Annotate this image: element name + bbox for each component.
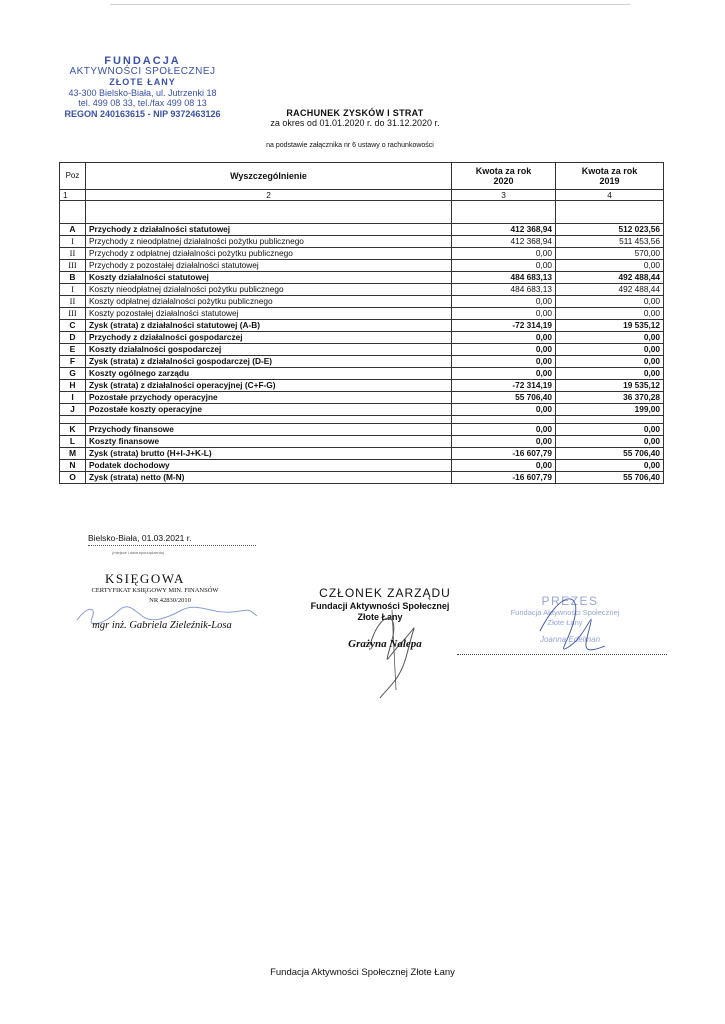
row-label: Koszty finansowe xyxy=(86,436,452,448)
row-value-2020: -72 314,19 xyxy=(452,380,556,392)
table-spacer-row-cell xyxy=(556,416,664,424)
row-value-2019: 0,00 xyxy=(556,356,664,368)
row-value-2020: 0,00 xyxy=(452,368,556,380)
row-value-2019: 0,00 xyxy=(556,332,664,344)
foundation-stamp xyxy=(55,56,230,119)
row-value-2020: 0,00 xyxy=(452,344,556,356)
table-row xyxy=(60,284,664,296)
table-spacer-row xyxy=(60,416,664,424)
document-title: RACHUNEK ZYSKÓW I STRAT xyxy=(286,108,424,118)
column-number-4: 4 xyxy=(556,190,664,201)
row-value-2019: 0,00 xyxy=(556,368,664,380)
stamp-line-2: AKTYWNOŚCI SPOŁECZNEJ xyxy=(69,65,216,77)
row-value-2020: 412 368,94 xyxy=(452,236,556,248)
row-code: L xyxy=(60,436,86,448)
stamp-line-4: 43-300 Bielsko-Biała, ul. Jutrzenki 18 xyxy=(68,87,217,98)
row-label: Zysk (strata) z działalności gospodarczej (D-E) xyxy=(86,356,452,368)
row-label: Przychody z odpłatnej działalności pożytku publicznego xyxy=(86,248,452,260)
table-row xyxy=(60,380,664,392)
row-code: D xyxy=(60,332,86,344)
table-row xyxy=(60,424,664,436)
row-value-2019: 55 706,40 xyxy=(556,448,664,460)
board-member-title: CZŁONEK ZARZĄDU xyxy=(319,586,451,600)
row-value-2020: 55 706,40 xyxy=(452,392,556,404)
table-row xyxy=(60,436,664,448)
row-value-2019: 36 370,28 xyxy=(556,392,664,404)
row-code: I xyxy=(60,284,86,296)
income-statement-table xyxy=(59,162,664,484)
row-label: Przychody z nieodpłatnej działalności pożytku publicznego xyxy=(86,236,452,248)
row-label: Koszty odpłatnej działalności pożytku publicznego xyxy=(86,296,452,308)
row-value-2020: 0,00 xyxy=(452,404,556,416)
row-label: Przychody z działalności gospodarczej xyxy=(86,332,452,344)
row-code: G xyxy=(60,368,86,380)
table-spacer-row-cell xyxy=(86,416,452,424)
table-row xyxy=(60,308,664,320)
table-row xyxy=(60,368,664,380)
header-year-2020-value: 2020 xyxy=(493,176,514,186)
table-row xyxy=(60,460,664,472)
row-label: Zysk (strata) brutto (H+I-J+K-L) xyxy=(86,448,452,460)
row-code: E xyxy=(60,344,86,356)
row-code: I xyxy=(60,236,86,248)
accountant-name: mgr inż. Gabriela Zieleźnik-Losa xyxy=(92,620,232,631)
row-value-2019: 0,00 xyxy=(556,344,664,356)
row-label: Zysk (strata) z działalności statutowej (A-B) xyxy=(86,320,452,332)
president-name: Joanna Edelman xyxy=(539,635,601,644)
accountant-title: KSIĘGOWA xyxy=(105,571,185,586)
row-label: Zysk (strata) netto (M-N) xyxy=(86,472,452,484)
row-label: Zysk (strata) z działalności operacyjnej (C+F-G) xyxy=(86,380,452,392)
row-code: II xyxy=(60,296,86,308)
header-poz: Poz xyxy=(60,163,86,190)
row-value-2019: 55 706,40 xyxy=(556,472,664,484)
row-value-2020: 0,00 xyxy=(452,460,556,472)
president-org-line-2: Złote Łany xyxy=(547,618,583,627)
row-value-2019: 511 453,56 xyxy=(556,236,664,248)
table-row xyxy=(60,236,664,248)
document-period: za okres od 01.01.2020 r. do 31.12.2020 r. xyxy=(270,118,440,128)
header-year-2019-label: Kwota za rok xyxy=(581,166,638,176)
column-number-2: 2 xyxy=(86,190,452,201)
row-value-2019: 19 535,12 xyxy=(556,320,664,332)
place-date-dotted-line xyxy=(88,545,256,546)
table-row xyxy=(60,320,664,332)
board-member-org-line-2: Złote Łany xyxy=(357,612,403,622)
row-label: Podatek dochodowy xyxy=(86,460,452,472)
row-label: Koszty ogólnego zarządu xyxy=(86,368,452,380)
table-row xyxy=(60,224,664,236)
header-year-2020 xyxy=(452,163,556,190)
accountant-certificate-number: NR 42830/2010 xyxy=(149,597,191,604)
board-member-name: Grażyna Nalepa xyxy=(348,638,422,650)
row-value-2020: -16 607,79 xyxy=(452,472,556,484)
stamp-line-3: ZŁOTE ŁANY xyxy=(109,77,176,87)
row-value-2020: 0,00 xyxy=(452,332,556,344)
row-label: Koszty nieodpłatnej działalności pożytku publicznego xyxy=(86,284,452,296)
row-label: Przychody z pozostałej działalności statutowej xyxy=(86,260,452,272)
row-value-2019: 19 535,12 xyxy=(556,380,664,392)
row-code: II xyxy=(60,248,86,260)
table-spacer-row-cell xyxy=(556,201,664,224)
row-label: Pozostałe przychody operacyjne xyxy=(86,392,452,404)
header-year-2020-label: Kwota za rok xyxy=(475,166,532,176)
row-value-2019: 0,00 xyxy=(556,424,664,436)
row-value-2020: 0,00 xyxy=(452,356,556,368)
row-label: Koszty działalności statutowej xyxy=(86,272,452,284)
row-code: M xyxy=(60,448,86,460)
row-code: J xyxy=(60,404,86,416)
row-code: I xyxy=(60,392,86,404)
row-value-2020: -72 314,19 xyxy=(452,320,556,332)
row-code: H xyxy=(60,380,86,392)
column-numbering-row xyxy=(60,190,664,201)
table-spacer-row-cell xyxy=(452,201,556,224)
table-row xyxy=(60,296,664,308)
stamp-line-5: tel. 499 08 33, tel./fax 499 08 13 xyxy=(78,98,207,108)
row-value-2019: 199,00 xyxy=(556,404,664,416)
table-row xyxy=(60,344,664,356)
row-code: A xyxy=(60,224,86,236)
row-value-2019: 512 023,56 xyxy=(556,224,664,236)
row-code: O xyxy=(60,472,86,484)
row-code: K xyxy=(60,424,86,436)
president-dotted-line xyxy=(457,654,667,655)
table-row xyxy=(60,248,664,260)
place-date-caption: (miejsce i data sporządzenia) xyxy=(112,550,165,555)
table-header-row xyxy=(60,163,664,190)
row-value-2020: 0,00 xyxy=(452,436,556,448)
table-spacer-row-cell xyxy=(60,201,86,224)
row-label: Przychody z działalności statutowej xyxy=(86,224,452,236)
row-value-2020: -16 607,79 xyxy=(452,448,556,460)
row-value-2019: 492 488,44 xyxy=(556,284,664,296)
row-value-2020: 0,00 xyxy=(452,296,556,308)
page-footer: Fundacja Aktywności Społecznej Złote Łany xyxy=(270,967,455,978)
row-code: C xyxy=(60,320,86,332)
table-row xyxy=(60,272,664,284)
row-label: Pozostałe koszty operacyjne xyxy=(86,404,452,416)
row-value-2019: 0,00 xyxy=(556,308,664,320)
row-value-2020: 0,00 xyxy=(452,308,556,320)
president-title: PREZES xyxy=(541,594,599,608)
board-member-org-line-1: Fundacji Aktywności Społecznej xyxy=(310,601,450,611)
row-value-2020: 0,00 xyxy=(452,260,556,272)
table-row xyxy=(60,260,664,272)
president-org-line-1: Fundacja Aktywności Społecznej xyxy=(510,608,620,617)
row-value-2019: 492 488,44 xyxy=(556,272,664,284)
stamp-line-1: FUNDACJA xyxy=(104,55,181,67)
row-value-2019: 0,00 xyxy=(556,436,664,448)
row-value-2020: 0,00 xyxy=(452,424,556,436)
table-spacer-row-cell xyxy=(452,416,556,424)
row-label: Koszty działalności gospodarczej xyxy=(86,344,452,356)
row-value-2019: 0,00 xyxy=(556,296,664,308)
table-spacer-row xyxy=(60,201,664,224)
row-value-2019: 0,00 xyxy=(556,260,664,272)
header-year-2019-value: 2019 xyxy=(599,176,620,186)
row-code: B xyxy=(60,272,86,284)
column-number-3: 3 xyxy=(452,190,556,201)
top-divider xyxy=(110,4,630,5)
row-code: N xyxy=(60,460,86,472)
row-code: F xyxy=(60,356,86,368)
column-number-1: 1 xyxy=(60,190,86,201)
row-label: Koszty pozostałej działalności statutowej xyxy=(86,308,452,320)
document-basis: na podstawie załącznika nr 6 ustawy o rachunkowości xyxy=(266,142,434,149)
table-row xyxy=(60,404,664,416)
accountant-certificate: CERTYFIKAT KSIĘGOWY MIN. FINANSÓW xyxy=(91,587,219,594)
table-row xyxy=(60,332,664,344)
stamp-line-6: REGON 240163615 - NIP 9372463126 xyxy=(64,108,221,119)
table-body xyxy=(60,201,664,484)
row-value-2020: 0,00 xyxy=(452,248,556,260)
table-row xyxy=(60,356,664,368)
row-value-2019: 570,00 xyxy=(556,248,664,260)
header-year-2019 xyxy=(556,163,664,190)
table-spacer-row-cell xyxy=(86,201,452,224)
row-label: Przychody finansowe xyxy=(86,424,452,436)
row-code: III xyxy=(60,308,86,320)
table-row xyxy=(60,392,664,404)
place-and-date: Bielsko-Biała, 01.03.2021 r. xyxy=(88,533,192,543)
row-value-2020: 484 683,13 xyxy=(452,284,556,296)
table-spacer-row-cell xyxy=(60,416,86,424)
row-value-2020: 484 683,13 xyxy=(452,272,556,284)
table-row xyxy=(60,448,664,460)
table-row xyxy=(60,472,664,484)
row-value-2020: 412 368,94 xyxy=(452,224,556,236)
row-code: III xyxy=(60,260,86,272)
header-description: Wyszczególnienie xyxy=(86,163,452,190)
row-value-2019: 0,00 xyxy=(556,460,664,472)
